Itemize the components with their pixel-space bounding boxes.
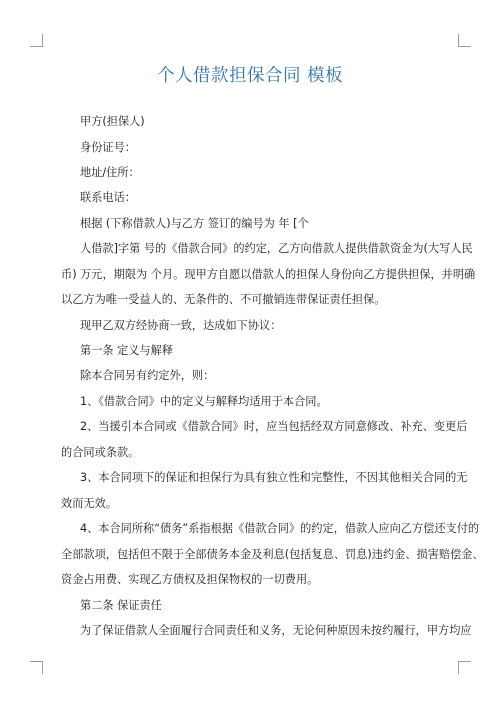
crop-mark-bottom-left bbox=[30, 661, 43, 674]
body-line: 根据 (下称借款人)与乙方 签订的编号为 年 [个 bbox=[80, 217, 309, 230]
clause-line: 1、《借款合同》中的定义与解释均适用于本合同。 bbox=[80, 395, 328, 408]
section-heading: 第一条 定义与解释 bbox=[80, 344, 174, 357]
body-line: 除本合同另有约定外，则： bbox=[80, 369, 215, 382]
clause-line: 2、当援引本合同或《借款合同》时，应当包括经双方同意修改、补充、变更后 bbox=[80, 420, 468, 433]
address-label: 地址/住所： bbox=[80, 166, 140, 179]
document-title: 个人借款担保合同 模板 bbox=[156, 66, 344, 86]
body-line: 现甲乙双方经协商一致，达成如下协议： bbox=[80, 319, 282, 332]
phone-label: 联系电话： bbox=[80, 191, 136, 204]
body-line: 人借款]字第 号的《借款合同》的约定，乙方向借款人提供借款资金为(大写人民 bbox=[80, 242, 473, 255]
id-number-label: 身份证号： bbox=[80, 141, 136, 154]
body-line: 币) 万元，期限为 个月。现甲方自愿以借款人的担保人身份向乙方提供担保，并明确 bbox=[61, 268, 476, 281]
party-a-label: 甲方(担保人) bbox=[80, 115, 145, 128]
clause-line: 效而无效。 bbox=[61, 497, 117, 510]
clause-line: 的合同或条款。 bbox=[61, 446, 140, 459]
crop-mark-top-right bbox=[458, 34, 471, 47]
clause-line: 3、本合同项下的保证和担保行为具有独立性和完整性，不因其他相关合同的无 bbox=[80, 471, 468, 484]
body-line: 为了保证借款人全面履行合同责任和义务，无论何种原因未按约履行，甲方均应 bbox=[80, 624, 472, 637]
section-heading: 第二条 保证责任 bbox=[80, 599, 162, 612]
clause-line: 全部款项，包括但不限于全部债务本金及利息(包括复息、罚息)违约金、损害赔偿金、 bbox=[61, 548, 484, 561]
crop-mark-bottom-right bbox=[458, 661, 471, 674]
crop-mark-top-left bbox=[30, 34, 43, 47]
body-line: 以乙方为唯一受益人的、无条件的、不可撤销连带保证责任担保。 bbox=[61, 293, 386, 306]
clause-line: 资金占用费、实现乙方债权及担保物权的一切费用。 bbox=[61, 573, 319, 586]
clause-line: 4、本合同所称“债务”系指根据《借款合同》的约定，借款人应向乙方偿还支付的 bbox=[80, 522, 480, 535]
